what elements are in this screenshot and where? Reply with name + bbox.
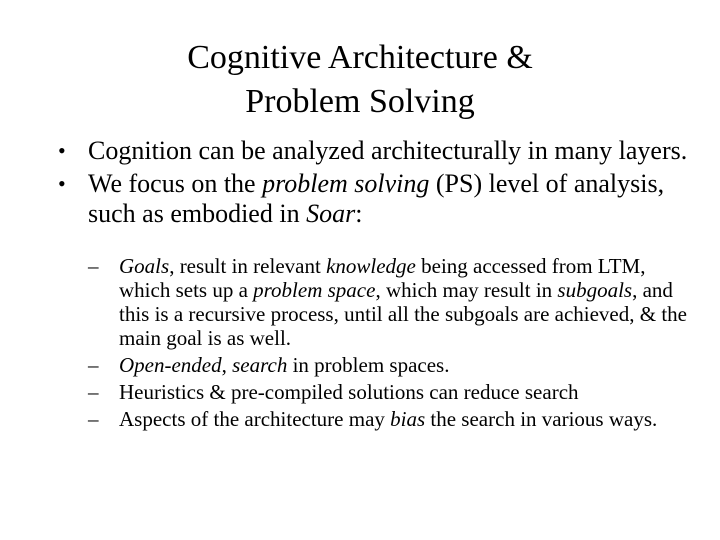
sub-bullet-text: , and this is a recursive process, until all the subgoals are achieved, & the main goal is as well.	[119, 278, 687, 350]
emphasis-subgoals: subgoals	[557, 278, 633, 302]
sub-bullet-marker: –	[88, 380, 99, 404]
slide-body	[58, 136, 698, 434]
emphasis-open-ended: Open-ended	[119, 353, 222, 377]
emphasis-search: search	[232, 353, 288, 377]
sub-bullet-text: in problem spaces.	[287, 353, 450, 377]
sub-bullet-marker: –	[88, 353, 99, 377]
emphasis-problem-space: problem space	[253, 278, 376, 302]
sub-bullet-goals	[88, 254, 698, 350]
bullet-marker: •	[58, 171, 66, 196]
sub-bullet-list	[88, 254, 698, 431]
bullet-text: We focus on the	[88, 169, 263, 198]
sub-bullet-open-ended	[88, 353, 698, 377]
sub-bullet-text: being accessed from LTM, which sets up a	[119, 254, 646, 302]
sub-bullet-text: ,	[221, 353, 233, 377]
emphasis-knowledge: knowledge	[326, 254, 416, 278]
emphasis-soar: Soar	[306, 199, 356, 228]
sub-bullet-text: Aspects of the architecture may	[119, 407, 391, 431]
bullet-text: Cognition can be analyzed architecturally in many layers.	[88, 136, 688, 165]
bullet-problem-solving-level	[58, 169, 698, 229]
title-line-1: Cognitive Architecture &	[187, 39, 533, 76]
sub-bullet-text: , which may result in	[375, 278, 558, 302]
sub-bullet-heuristics	[88, 380, 698, 404]
sub-bullet-text: Heuristics & pre-compiled solutions can reduce search	[119, 380, 579, 404]
bullet-cognition-layers	[58, 136, 698, 166]
emphasis-bias: bias	[390, 407, 426, 431]
sub-bullet-text: , result in relevant	[169, 254, 327, 278]
bullet-text: :	[355, 199, 363, 228]
sub-bullet-text: the search in various ways.	[425, 407, 658, 431]
emphasis-problem-solving: problem solving	[262, 169, 430, 198]
sub-bullet-bias	[88, 407, 698, 431]
sub-bullet-marker: –	[88, 254, 99, 278]
slide-title	[0, 36, 720, 124]
emphasis-goals: Goals	[119, 254, 170, 278]
sub-bullet-marker: –	[88, 407, 99, 431]
bullet-marker: •	[58, 138, 66, 163]
bullet-text: (PS) level of analysis, such as embodied in	[88, 169, 665, 228]
title-line-2: Problem Solving	[245, 83, 475, 120]
